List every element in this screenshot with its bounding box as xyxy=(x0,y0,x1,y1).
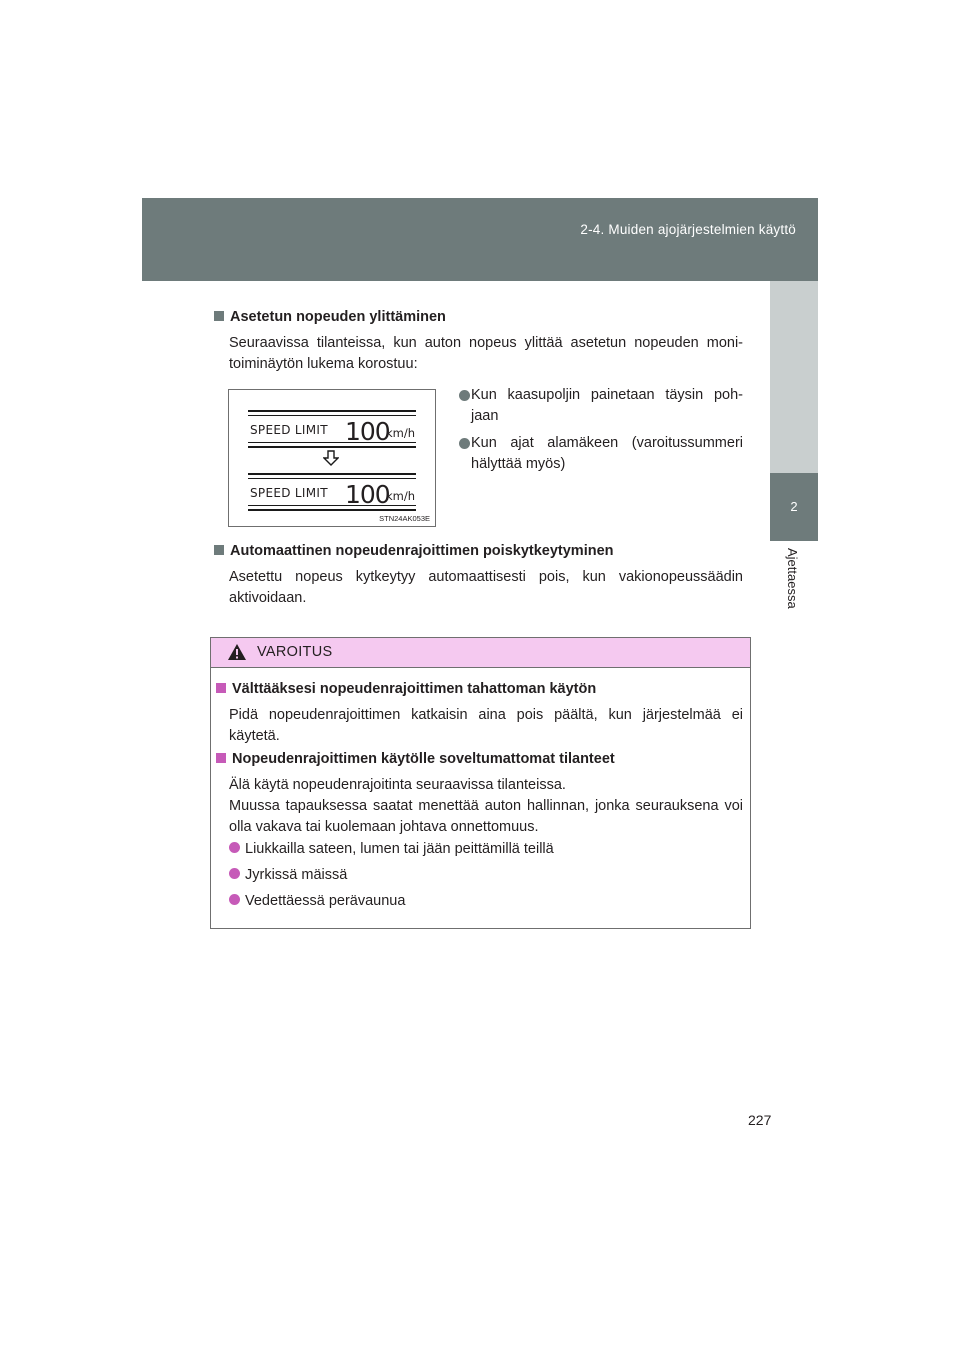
list-item-text: Kun ajat alamäkeen (varoitussummeri hälyttää myös) xyxy=(471,435,743,472)
warning-heading-text: Välttääksesi nopeudenrajoittimen tahattoman käytön xyxy=(232,681,597,697)
header-band xyxy=(142,198,818,281)
circle-bullet-icon xyxy=(229,868,240,879)
display-unit: km/h xyxy=(386,489,416,503)
warning-list-item xyxy=(229,893,405,909)
arrow-down-icon xyxy=(323,450,339,466)
list-item xyxy=(459,385,743,427)
circle-bullet-icon xyxy=(459,390,470,401)
list-item-text: Liukkailla sateen, lumen tai jään peittämillä teillä xyxy=(245,841,554,857)
figure-code: STN24AK053E xyxy=(379,514,430,523)
square-bullet-icon xyxy=(216,683,226,693)
warning-line: Älä käytä nopeudenrajoitinta seuraavissa tilanteissa. xyxy=(229,777,566,793)
display-label: SPEED LIMIT xyxy=(250,423,328,437)
circle-bullet-icon xyxy=(229,894,240,905)
warning-triangle-icon xyxy=(227,643,247,661)
section-heading-exceed xyxy=(214,309,446,325)
warning-heading xyxy=(216,751,615,767)
square-bullet-icon xyxy=(214,545,224,555)
square-bullet-icon xyxy=(216,753,226,763)
display-label: SPEED LIMIT xyxy=(250,486,328,500)
warning-box xyxy=(210,637,751,929)
list-item-text: Vedettäessä perävaunua xyxy=(245,893,406,909)
section-heading-auto-off xyxy=(214,543,614,559)
warning-paragraph: Pidä nopeudenrajoittimen katkaisin aina pois päältä, kun järjestelmää ei käytetä. xyxy=(229,707,743,744)
display-value: 100 xyxy=(345,480,390,509)
section-heading-text: Asetetun nopeuden ylittäminen xyxy=(230,309,446,325)
chapter-title: 2-4. Muiden ajojärjestelmien käyttö xyxy=(580,222,796,237)
warning-title: VAROITUS xyxy=(257,644,333,660)
side-tab-background xyxy=(770,281,818,473)
section-paragraph: Seuraavissa tilanteissa, kun auton nopeus ylittää asetetun nopeuden moni-toiminäytön lukema korostuu: xyxy=(229,335,743,372)
speed-limit-figure xyxy=(228,389,436,527)
warning-header xyxy=(211,638,750,668)
warning-list-item xyxy=(229,841,554,857)
chapter-label: Ajettaessa xyxy=(785,548,800,609)
display-highlighted xyxy=(248,473,416,511)
list-item-text: Kun kaasupoljin painetaan täysin poh-jaan xyxy=(471,387,743,424)
display-unit: km/h xyxy=(386,426,416,440)
list-item-text: Jyrkissä mäissä xyxy=(245,867,348,883)
condition-list xyxy=(459,385,743,475)
circle-bullet-icon xyxy=(229,842,240,853)
section-heading-text: Automaattinen nopeudenrajoittimen poiskytkeytyminen xyxy=(230,543,614,559)
section-paragraph: Asetettu nopeus kytkeytyy automaattisesti pois, kun vakionopeussäädin aktivoidaan. xyxy=(229,569,743,606)
page-number: 227 xyxy=(748,1112,772,1128)
chapter-tab xyxy=(770,473,818,541)
warning-list-item xyxy=(229,867,347,883)
warning-heading-text: Nopeudenrajoittimen käytölle soveltumattomat tilanteet xyxy=(232,751,615,767)
warning-paragraph: Muussa tapauksessa saatat menettää auton hallinnan, jonka seurauksena voi olla vakava tai kuolemaan johtava onnettomuus. xyxy=(229,798,743,835)
chapter-number: 2 xyxy=(790,499,798,514)
circle-bullet-icon xyxy=(459,438,470,449)
list-item xyxy=(459,433,743,475)
display-normal xyxy=(248,410,416,448)
square-bullet-icon xyxy=(214,311,224,321)
warning-heading xyxy=(216,681,596,697)
display-value: 100 xyxy=(345,417,390,446)
